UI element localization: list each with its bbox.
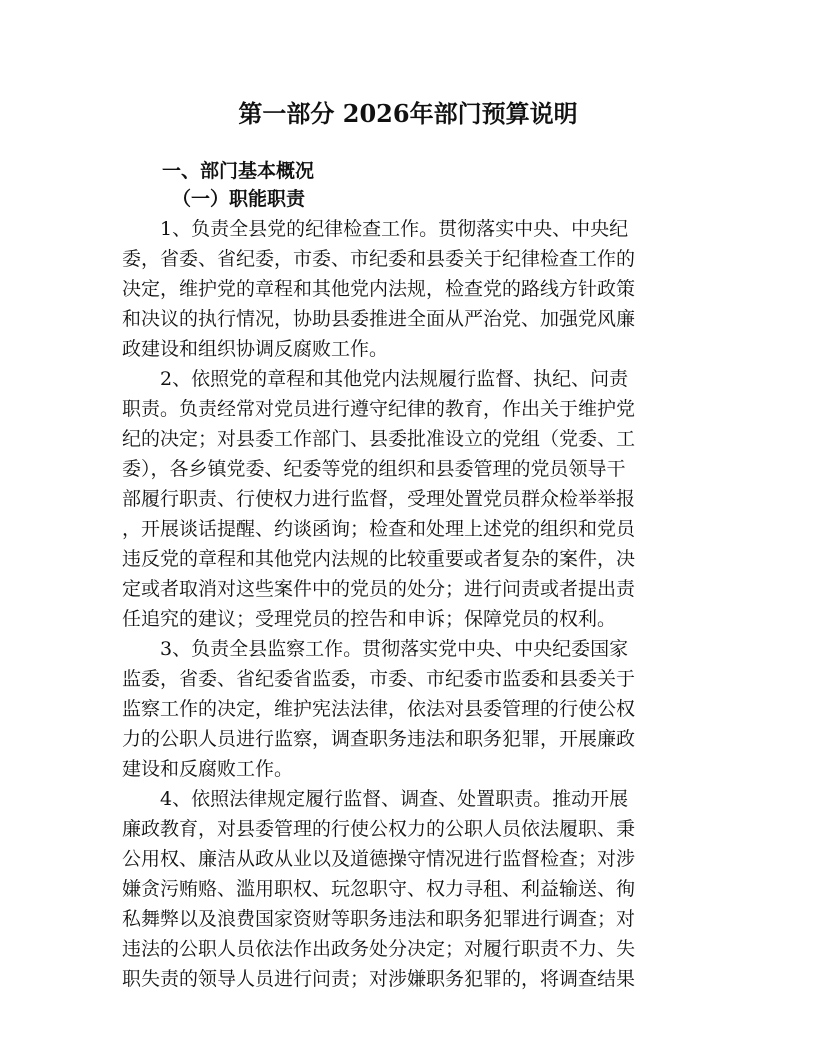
text-line: 和决议的执行情况，协助县委推进全面从严治党、加强党风廉 <box>122 308 636 330</box>
document-body <box>122 214 698 994</box>
text-line: 纪的决定；对县委工作部门、县委批准设立的党组（党委、工 <box>122 428 636 450</box>
text-line: 定或者取消对这些案件中的党员的处分；进行问责或者提出责 <box>122 578 636 600</box>
text-line: 委，省委、省纪委，市委、市纪委和县委关于纪律检查工作的 <box>122 248 636 270</box>
text-line: 公用权、廉洁从政从业以及道德操守情况进行监督检查；对涉 <box>122 848 636 870</box>
paragraph-1 <box>122 214 698 364</box>
text-line: 职失责的领导人员进行问责；对涉嫌职务犯罪的，将调查结果 <box>122 968 636 990</box>
text-line: 3、负责全县监察工作。贯彻落实党中央、中央纪委国家 <box>160 638 629 660</box>
paragraph-4 <box>122 784 698 994</box>
text-line: 决定，维护党的章程和其他党内法规，检查党的路线方针政策 <box>122 278 636 300</box>
paragraph-3 <box>122 634 698 784</box>
text-line: 廉政教育，对县委管理的行使公权力的公职人员依法履职、秉 <box>122 818 636 840</box>
paragraph-2 <box>122 364 698 634</box>
subsection-heading: （一）职能职责 <box>172 188 306 210</box>
text-line: 职责。负责经常对党员进行遵守纪律的教育，作出关于维护党 <box>122 398 636 420</box>
text-line: 建设和反腐败工作。 <box>122 758 294 780</box>
text-line: 违反党的章程和其他党内法规的比较重要或者复杂的案件，决 <box>122 548 636 570</box>
text-line: 违法的公职人员依法作出政务处分决定；对履行职责不力、失 <box>122 938 636 960</box>
text-line: ，开展谈话提醒、约谈函询；检查和处理上述党的组织和党员 <box>122 518 636 540</box>
text-line: 4、依照法律规定履行监督、调查、处置职责。推动开展 <box>160 788 629 810</box>
page-title: 第一部分 2026年部门预算说明 <box>238 99 578 128</box>
text-line: 2、依照党的章程和其他党内法规履行监督、执纪、问责 <box>160 368 629 390</box>
text-line: 监委，省委、省纪委省监委，市委、市纪委市监委和县委关于 <box>122 668 636 690</box>
text-line: 监察工作的决定，维护宪法法律，依法对县委管理的行使公权 <box>122 698 636 720</box>
text-line: 嫌贪污贿赂、滥用职权、玩忽职守、权力寻租、利益输送、徇 <box>122 878 636 900</box>
section-heading: 一、部门基本概况 <box>162 160 315 182</box>
text-line: 任追究的建议；受理党员的控告和申诉；保障党员的权利。 <box>122 608 617 630</box>
text-line: 部履行职责、行使权力进行监督，受理处置党员群众检举举报 <box>122 488 636 510</box>
text-line: 1、负责全县党的纪律检查工作。贯彻落实中央、中央纪 <box>160 218 629 240</box>
text-line: 私舞弊以及浪费国家资财等职务违法和职务犯罪进行调查；对 <box>122 908 636 930</box>
text-line: 政建设和组织协调反腐败工作。 <box>122 338 389 360</box>
text-line: 力的公职人员进行监察，调查职务违法和职务犯罪，开展廉政 <box>122 728 636 750</box>
text-line: 委），各乡镇党委、纪委等党的组织和县委管理的党员领导干 <box>122 458 626 480</box>
